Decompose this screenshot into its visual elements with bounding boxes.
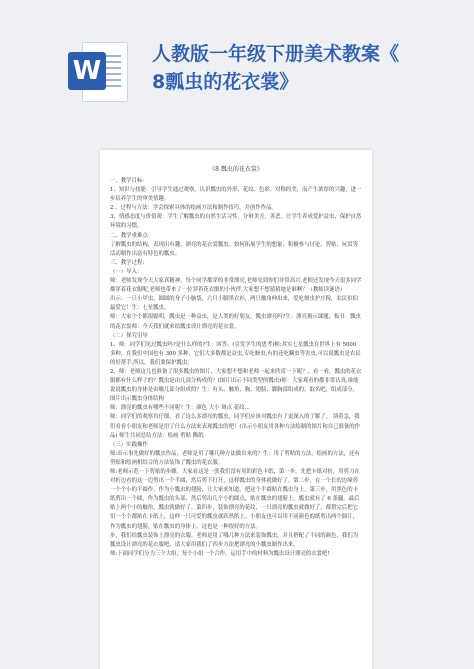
document-paragraph: 师:下面同学们分为三个大组，每个小组一个合作，运用手中的材料为瓢虫设计漂亮的衣裳吧!	[110, 550, 330, 557]
document-paragraph: 师：老师发现今天大家真精神，每个同学都穿的非常漂亮,老师见到你们非常高兴.老师还发现今天很多同学都穿着花衣服呢,老师也带来了一位穿着花衣服的小伙伴,大家想不想猜猜她是谁啊？（教师读谜语）	[110, 278, 362, 294]
document-paragraph: 出示：一只小甲虫，圆圆的身子小脑袋，六只小脚黑衣衫，两只触角伸出来，爱吃蚜虫护庄稼，农民伯伯最爱它！生：七星瓢虫。	[110, 296, 358, 312]
document-paragraph: （一）导入：	[110, 268, 143, 275]
document-paragraph: 一、教学目标：	[110, 178, 148, 184]
document-body	[100, 177, 372, 559]
document-paragraph: 三、教学过程：	[110, 259, 148, 266]
document-paragraph: 3、情感态度与价值观：学生了解瓢虫的自然生活习性，分辩美丑，善恶，让学生养成爱护益虫，保护自然环境的习惯。	[110, 214, 362, 230]
document-paragraph: 1、知识与技能：引导学生通过观察，认识瓢虫的外形、花纹、色彩、对称的美，而产生浓厚的兴趣，进一步培养学生的审美情趣。	[110, 187, 362, 203]
document-paragraph: （三）实践操作	[110, 441, 148, 448]
word-document-icon	[68, 42, 126, 100]
document-paragraph: 步，我们给瓢虫装饰上漂亮的衣服。老师是用了哪几种方法来装饰瓢虫，并且搭配了不同的颜色，我们为瓢虫设计漂亮的花衣服吧，请大家用我们了四步方法把漂亮的小瓢虫制作出来。	[110, 532, 358, 548]
document-page	[100, 150, 372, 669]
word-logo-letter: W	[68, 52, 106, 90]
document-paragraph: 师：同学们的观察真仔细，看了这么多漂亮的瓢虫，同学们应该对瓢虫有了更深入的了解了。 别着急，我们看看小朋友和老师是用了什么方法来表现瓢虫的吧！(出示小朋友用各种方法绘制的图片和自己准备的作品) 师生共同总结方法：绘画 剪贴 撕纸	[110, 414, 361, 439]
document-paragraph: 2 、过程与方法：学会探索具体的绘画方法和制作技巧，并创作作品。	[110, 205, 277, 212]
document-paragraph: 师:老师示范一下剪贴的步骤。大家看这是一张我们没有用的彩色卡纸，第一步，先把卡纸对折，用剪刀在对折边看的这一边剪出一个半圆，然后剪下打开，这样瓢虫的身体就做好了。第二步，在一个长的边缘剪一个个小的半圆作，作为小瓢虫的翅膀，让大家来知道。把这个半圆贴在瓢虫身上，第三步，用黑色的卡纸剪出一个圆，作为瓢虫的头部，然后剪出几个小的圆点，贴在瓢虫的翅膀上，瓢虫就有了 6 条腿。最后贴上两个小的触角，瓢虫就做好了。第四步，装饰漂亮的花纹，一只漂亮的瓢虫就做好了。都帮完后把它们一个个都贴在卡纸上，这样一只可爱的瓢虫就跃然纸上。小朋友也可以用不同颜色的纸剪出两个圆片，作为瓢虫的翅膀，贴在瓢虫的身体上，这也是一种很好的方法。	[110, 469, 360, 530]
title-line-1: 人教版一年级下册美术教案《	[152, 43, 400, 65]
document-paragraph: 了解瓢虫的结构，表现出有趣、漂亮的花衣裳瓢虫。如何拓展学生的想象，积极参与讨论、剪贴、玩赏等活动制作出富有特色的瓢虫。	[110, 241, 358, 257]
document-paragraph: （二）探究引导	[110, 332, 148, 339]
title-line-2: 8瓢虫的花衣裳》	[152, 71, 299, 93]
document-heading: 《8 瓢虫的花衣裳》	[209, 166, 263, 173]
document-paragraph: 师:出示事先做好的瓢虫作品，老师是用了哪几种方法做出来的？生：用了剪贴的方法，绘画的方法，还有剪贴和绘画相结合的方法装饰了瓢虫的花衣服。	[110, 450, 360, 466]
document-header	[0, 0, 474, 140]
document-paragraph: 师：大家个个都很聪明，瓢虫是一种益虫，是人类的好朋友。瓢虫漂亮吗?生：漂亮揭示课题，板书：瓢虫的花衣裳师：今天我们就来给瓢虫设计漂亮的花衣裳。	[110, 314, 361, 330]
document-paragraph: 师：漂亮的瓢虫有哪些不同呢？生：颜色 大小 斑点 花纹…	[110, 405, 250, 412]
document-paragraph: 1、师：同学们见过瓢虫吗?是什么样的?生：回答。(引发学生的思考)师:其实七星瓢虫在世界上有 5000 多种，在我们中国也有 300 多种，它们大多数都是益虫,专吃蚜虫,有的还吃螨虫等害虫,可以说瓢虫是农民的好帮手,所以，我们要保护瓢虫。	[110, 341, 361, 366]
document-paragraph: 2、师：老师这儿也准备了很多瓢虫的图片，大家想不想和老师一起来欣赏一下呢？，看一看，瓢虫的花衣服都有什么样子的？瓢虫是由几部分构成的？(图片出示不同类型的瓢虫)师：大家观看的都非常认真,谁能说说瓢虫的身体是由哪几部分组成的？生：有头、触角、胸、翅膀、脚胸部组成的，取名吧，组成部分，图片出示瓢虫身体结构	[110, 368, 362, 403]
document-paragraph: 二、教学重难点：	[110, 232, 154, 239]
page-title	[152, 40, 462, 96]
